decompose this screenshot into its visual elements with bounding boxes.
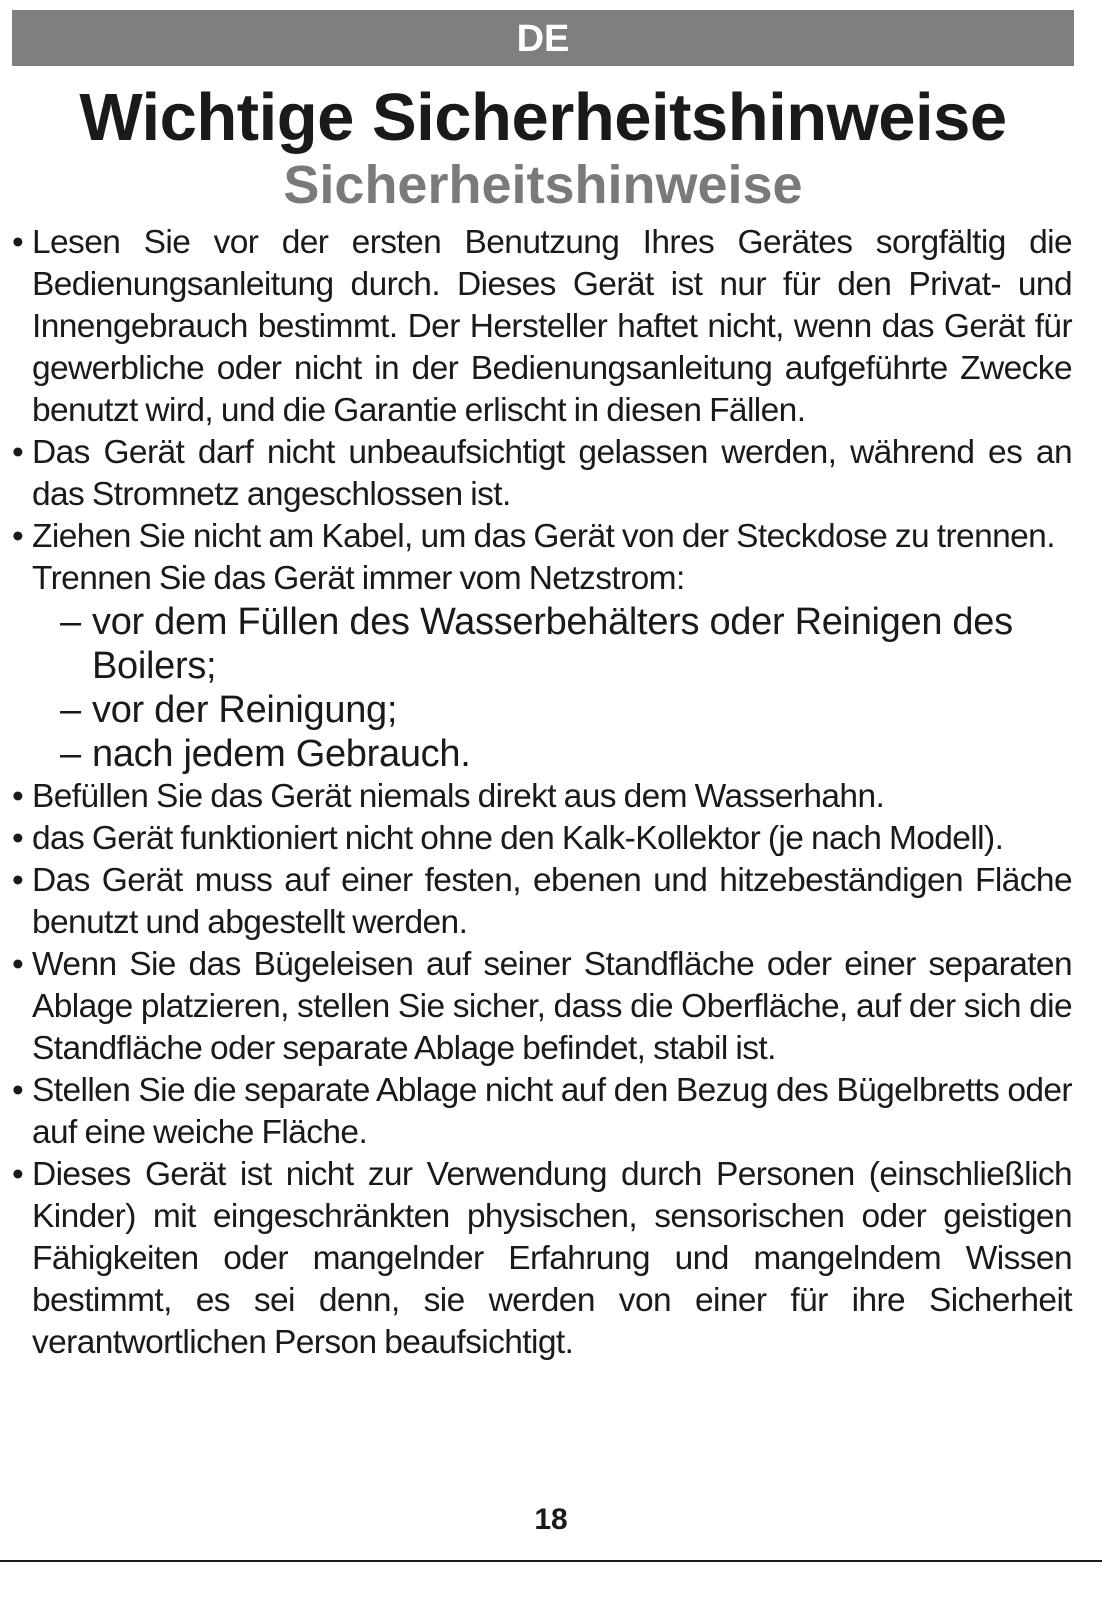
- safety-item-unattended: [12, 432, 1072, 516]
- disconnect-case-text: vor dem Füllen des Wasserbehälters oder Reinigen des Boilers;: [92, 601, 1013, 687]
- language-header-bar: [12, 10, 1074, 66]
- safety-instructions: [12, 222, 1072, 1364]
- disconnect-case-text: vor der Reinigung;: [92, 689, 398, 731]
- footer-divider: [0, 1560, 1102, 1562]
- safety-item-stable-surface: [12, 860, 1072, 944]
- bullet-icon: •: [12, 778, 24, 815]
- safety-item-heel-rest: [12, 944, 1072, 1070]
- safety-item-text: Lesen Sie vor der ersten Benutzung Ihres Gerätes sorgfältig die Bedienungsanleitung durch. Dieses Gerät ist nur für den Privat- und Innengebrauch bestimmt. Der Hersteller haftet nicht, wenn das Gerät für gewerbliche oder nicht in der Bedienungsanleitung aufgeführte Zwecke benutzt wird, und die Garantie erlischt in diesen Fällen.: [32, 224, 1072, 429]
- bullet-icon: •: [12, 862, 24, 899]
- safety-item-text: Wenn Sie das Bügeleisen auf seiner Standfläche oder einer separaten Ablage platzieren, stellen Sie sicher, dass die Oberfläche, auf der sich die Standfläche oder separate Ablage befindet, stabil ist.: [32, 946, 1072, 1067]
- bullet-icon: •: [12, 224, 24, 261]
- safety-item-manual: [12, 222, 1072, 432]
- safety-item-text: Das Gerät darf nicht unbeaufsichtigt gelassen werden, während es an das Stromnetz angeschlossen ist.: [32, 434, 1072, 513]
- bullet-icon: •: [12, 518, 24, 555]
- page-subtitle: Sicherheitshinweise: [283, 155, 803, 215]
- disconnect-case-cleaning: [12, 688, 1072, 732]
- disconnect-intro: Trennen Sie das Gerät immer vom Netzstrom:: [32, 560, 685, 597]
- dash-icon: –: [60, 601, 81, 643]
- bullet-icon: •: [12, 1072, 24, 1109]
- safety-item-cable: [12, 516, 1072, 558]
- safety-item-text: Das Gerät muss auf einer festen, ebenen und hitzebeständigen Fläche benutzt und abgestellt werden.: [32, 862, 1072, 941]
- language-code: DE: [516, 18, 570, 60]
- dash-icon: –: [60, 733, 81, 775]
- page-number: 18: [534, 1503, 568, 1536]
- safety-item-text: Befüllen Sie das Gerät niemals direkt aus dem Wasserhahn.: [32, 778, 885, 815]
- safety-item-text: Stellen Sie die separate Ablage nicht auf den Bezug des Bügelbretts oder auf eine weiche Fläche.: [32, 1072, 1072, 1151]
- bullet-icon: •: [12, 1156, 24, 1193]
- disconnect-case-filling: [12, 600, 1072, 688]
- safety-item-tap-water: [12, 776, 1072, 818]
- safety-item-text: das Gerät funktioniert nicht ohne den Kalk-Kollektor (je nach Modell).: [32, 820, 1004, 857]
- safety-item-persons: [12, 1154, 1072, 1364]
- bullet-icon: •: [12, 820, 24, 857]
- safety-item-text: Ziehen Sie nicht am Kabel, um das Gerät von der Steckdose zu trennen.: [32, 518, 1055, 555]
- page-title: Wichtige Sicherheitshinweise: [79, 80, 1007, 155]
- safety-item-scale-collector: [12, 818, 1072, 860]
- disconnect-case-after-use: [12, 732, 1072, 776]
- safety-item-text: Dieses Gerät ist nicht zur Verwendung durch Personen (einschließlich Kinder) mit eingeschränkten physischen, sensorischen oder geistigen Fähigkeiten oder mangelnder Erfahrung und mangelndem Wissen bestimmt, es sei denn, sie werden von einer für ihre Sicherheit verantwortlichen Person beaufsichtigt.: [32, 1156, 1072, 1361]
- bullet-icon: •: [12, 946, 24, 983]
- bullet-icon: •: [12, 434, 24, 471]
- disconnect-cases-list: [12, 600, 1072, 776]
- disconnect-case-text: nach jedem Gebrauch.: [92, 733, 471, 775]
- dash-icon: –: [60, 689, 81, 731]
- safety-item-ironing-board: [12, 1070, 1072, 1154]
